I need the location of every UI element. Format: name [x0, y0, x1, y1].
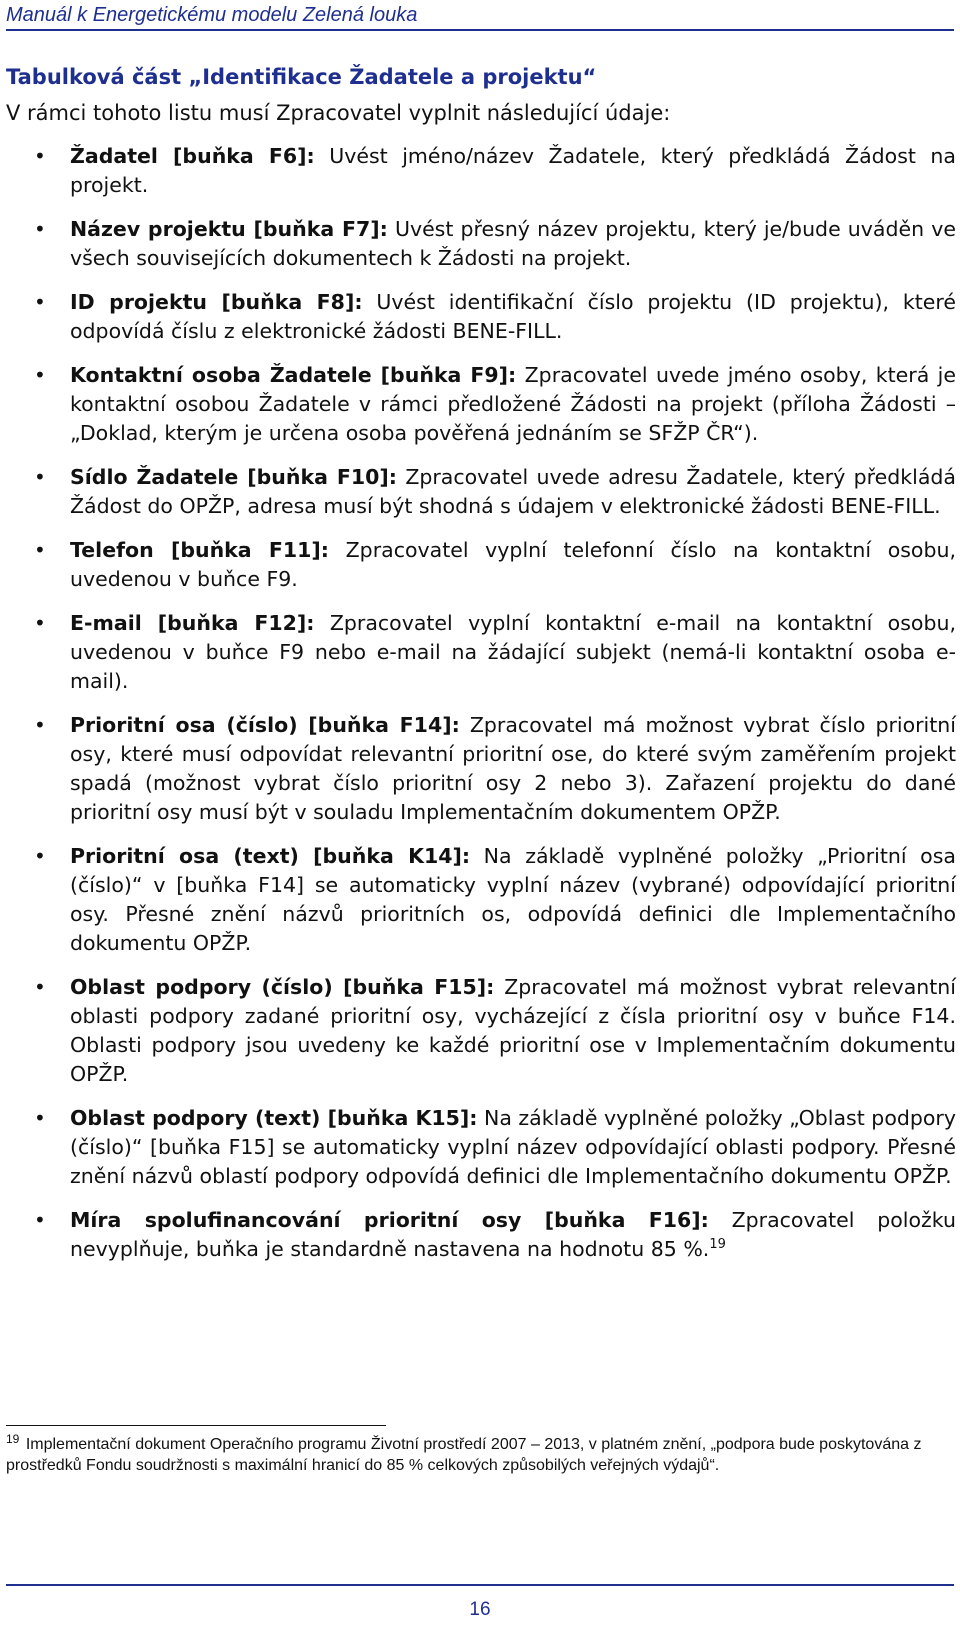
bullet-icon: •: [34, 217, 46, 241]
item-text: Uvést jméno/název Žadatele, který předkládá Žádost na projekt.: [70, 144, 956, 197]
bullet-icon: •: [34, 363, 46, 387]
main-content: [6, 62, 956, 1279]
item-text: Na základě vyplněné položky „Prioritní osa (číslo)“ v [buňka F14] se automaticky vyplní název (vybrané) odpovídající prioritní osy. Přesné znění názvů prioritních os, odpovídá definici dle Implementačního dokumentu OPŽP.: [70, 844, 956, 955]
item-term: Telefon [buňka F11]:: [70, 538, 329, 562]
list-item-oblast-podpory-text: [6, 1104, 956, 1191]
item-term: Sídlo Žadatele [buňka F10]:: [70, 465, 397, 489]
footnote-number: 19: [6, 1431, 20, 1446]
bullet-icon: •: [34, 844, 46, 868]
list-item-mira-spolufinancovani: [6, 1206, 956, 1264]
list-item-email: [6, 609, 956, 696]
item-text: Uvést identifikační číslo projektu (ID projektu), které odpovídá číslu z elektronické žádosti BENE-FILL.: [70, 290, 956, 343]
section-title: Tabulková část „Identifikace Žadatele a projektu“: [6, 65, 597, 89]
list-item-kontaktni-osoba: [6, 361, 956, 448]
bullet-icon: •: [34, 1208, 46, 1232]
item-term: Název projektu [buňka F7]:: [70, 217, 388, 241]
item-text: Zpracovatel vyplní kontaktní e-mail na kontaktní osobu, uvedenou v buňce F9 nebo e-mail na žádající subjekt (nemá-li kontaktní osoba e-mail).: [70, 611, 956, 693]
item-text: Uvést přesný název projektu, který je/bude uváděn ve všech souvisejících dokumentech k Žádosti na projekt.: [70, 217, 956, 270]
item-term: Žadatel [buňka F6]:: [70, 144, 315, 168]
document-title: Manuál k Energetickému modelu Zelená louka: [6, 4, 418, 26]
footnote-reference[interactable]: 19: [709, 1237, 726, 1253]
item-term: Oblast podpory (text) [buňka K15]:: [70, 1106, 478, 1130]
bullet-icon: •: [34, 144, 46, 168]
item-text: Zpracovatel vyplní telefonní číslo na kontaktní osobu, uvedenou v buňce F9.: [70, 538, 956, 591]
item-term: Prioritní osa (text) [buňka K14]:: [70, 844, 471, 868]
bullet-icon: •: [34, 713, 46, 737]
bullet-icon: •: [34, 290, 46, 314]
item-term: E-mail [buňka F12]:: [70, 611, 315, 635]
item-term: ID projektu [buňka F8]:: [70, 290, 363, 314]
footnote-divider: [6, 1425, 386, 1426]
list-item-prioritni-osa-cislo: [6, 711, 956, 827]
list-item-zadatel: [6, 142, 956, 200]
list-item-telefon: [6, 536, 956, 594]
bullet-icon: •: [34, 538, 46, 562]
item-text: Zpracovatel má možnost vybrat relevantní oblasti podpory zadané prioritní osy, vycházející z čísla prioritní osy v buňce F14. Oblasti podpory jsou uvedeny ke každé prioritní ose v Implementačním dokumentu OPŽP.: [70, 975, 956, 1086]
footer-divider: [6, 1584, 954, 1586]
page-header: [6, 2, 954, 31]
bullet-icon: •: [34, 611, 46, 635]
list-item-sidlo: [6, 463, 956, 521]
list-item-prioritni-osa-text: [6, 842, 956, 958]
item-term: Oblast podpory (číslo) [buňka F15]:: [70, 975, 495, 999]
intro-paragraph: V rámci tohoto listu musí Zpracovatel vyplnit následující údaje:: [6, 101, 671, 125]
item-text: Zpracovatel uvede adresu Žadatele, který předkládá Žádost do OPŽP, adresa musí být shodná s údajem v elektronické žádosti BENE-FILL.: [70, 465, 956, 518]
field-list: [6, 142, 956, 1264]
item-term: Míra spolufinancování prioritní osy [buňka F16]:: [70, 1208, 709, 1232]
item-text: Zpracovatel položku nevyplňuje, buňka je standardně nastavena na hodnotu 85 %.: [70, 1208, 956, 1261]
bullet-icon: •: [34, 465, 46, 489]
list-item-nazev-projektu: [6, 215, 956, 273]
item-term: Kontaktní osoba Žadatele [buňka F9]:: [70, 363, 517, 387]
list-item-oblast-podpory-cislo: [6, 973, 956, 1089]
footnote: [6, 1431, 954, 1476]
page-number: 16: [469, 1599, 491, 1620]
item-text: Zpracovatel má možnost vybrat číslo prioritní osy, které musí odpovídat relevantní prioritní ose, do které svým zaměřením projekt spadá (možnost vybrat číslo prioritní osy 2 nebo 3). Zařazení projektu do dané prioritní osy musí být v souladu Implementačním dokumentem OPŽP.: [70, 713, 956, 824]
item-text: Na základě vyplněné položky „Oblast podpory (číslo)“ [buňka F15] se automaticky vyplní název odpovídající oblasti podpory. Přesné znění názvů oblastí podpory odpovídá definici dle Implementačního dokumentu OPŽP.: [70, 1106, 956, 1188]
list-item-id-projektu: [6, 288, 956, 346]
footnote-text: Implementační dokument Operačního programu Životní prostředí 2007 – 2013, v platném znění, „podpora bude poskytována z prostředků Fondu soudržnosti s maximální hranicí do 85 % celkových způsobilých veřejných výdajů“.: [6, 1436, 922, 1474]
bullet-icon: •: [34, 975, 46, 999]
bullet-icon: •: [34, 1106, 46, 1130]
item-term: Prioritní osa (číslo) [buňka F14]:: [70, 713, 460, 737]
item-text: Zpracovatel uvede jméno osoby, která je kontaktní osobou Žadatele v rámci předložené Žádosti na projekt (příloha Žádosti – „Doklad, kterým je určena osoba pověřená jednáním se SFŽP ČR“).: [70, 363, 956, 445]
